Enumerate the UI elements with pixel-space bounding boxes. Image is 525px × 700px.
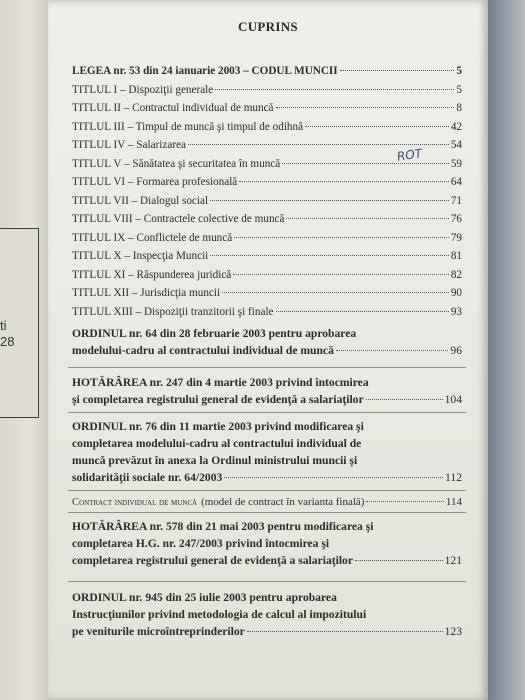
toc-entry-page: 8 [456, 102, 462, 114]
leader-dots [340, 70, 455, 71]
toc-entry-label: LEGEA nr. 53 din 24 ianuarie 2003 – CODUL MUNCII [72, 65, 338, 77]
leader-dots [336, 350, 449, 351]
toc-entry-page: 93 [450, 306, 462, 318]
entry-line: muncă prevăzut în anexa la Ordinul ministrului muncii şi [72, 454, 358, 467]
section-divider [68, 490, 466, 491]
leader-dots [282, 163, 449, 164]
toc-entry-page: 114 [445, 496, 462, 508]
toc-entry-contract [72, 496, 462, 508]
background-edge [485, 0, 525, 700]
section-divider [68, 367, 466, 368]
toc-entry-title [72, 269, 462, 281]
toc-entry-label: TITLUL IX – Conflictele de muncă [72, 232, 233, 244]
toc-entry-page: 81 [450, 250, 462, 262]
section-divider [68, 581, 466, 582]
toc-entry-hotarare-578 [72, 518, 462, 569]
toc-entry-title [72, 213, 462, 225]
leader-dots [224, 477, 443, 478]
toc-entry-title [72, 176, 462, 188]
leader-dots [234, 237, 449, 238]
entry-line: ORDINUL nr. 945 din 25 iulie 2003 pentru aprobarea [72, 591, 337, 604]
toc-entry-page: 42 [450, 121, 462, 133]
toc-entry-label: Contract individual de muncă [72, 497, 198, 508]
toc-entry-title [72, 121, 462, 133]
toc-entry-page: 112 [445, 471, 462, 484]
entry-line: solidarităţii sociale nr. 64/2003 [72, 471, 223, 484]
entry-line: HOTĂRÂREA nr. 578 din 21 mai 2003 pentru modificarea şi [72, 520, 374, 533]
section-divider [68, 512, 466, 513]
leader-dots [276, 107, 455, 108]
leader-dots [355, 560, 443, 561]
entry-line: ORDINUL nr. 64 din 28 februarie 2003 pentru aprobarea [72, 327, 357, 340]
leader-dots [188, 144, 449, 145]
toc-entry-page: 123 [444, 625, 462, 638]
toc-entry-label: TITLUL VIII – Contractele colective de muncă [72, 213, 285, 225]
toc-entry-hotarare-247 [72, 374, 462, 408]
leader-dots [286, 218, 448, 219]
entry-line-last [72, 342, 462, 359]
leader-dots [305, 126, 449, 127]
toc-entry-page: 76 [450, 213, 462, 225]
toc-entry-page: 104 [444, 393, 462, 406]
toc-entry-label: TITLUL XI – Răspunderea juridică [72, 269, 232, 281]
toc-entry-title [72, 102, 462, 114]
entry-line: completarea H.G. nr. 247/2003 privind întocmirea şi [72, 537, 330, 550]
leader-dots [222, 292, 449, 293]
toc-entry-order-64 [72, 325, 462, 359]
toc-entry-page: 82 [450, 269, 462, 281]
leader-dots [247, 631, 443, 632]
leader-dots [276, 311, 449, 312]
toc-entry-order-945 [72, 589, 462, 640]
page-title: CUPRINS [238, 19, 298, 34]
entry-line: ORDINUL nr. 76 din 11 martie 2003 privind modificarea şi [72, 420, 364, 433]
leader-dots [366, 399, 443, 400]
toc-entry-title [72, 232, 462, 244]
toc-entry-title [72, 306, 462, 318]
toc-entry-page: 54 [450, 139, 462, 151]
left-page [0, 0, 52, 700]
toc-entry-label: TITLUL IV – Salarizarea [72, 139, 186, 151]
toc-entry-title [72, 195, 462, 207]
section-divider [68, 412, 466, 413]
toc-entry-law [72, 65, 462, 77]
toc-entry-title [72, 250, 462, 262]
entry-line-last [72, 391, 462, 408]
entry-line: completarea registrului general de evidenţă a salariaţilor [72, 554, 353, 567]
toc-entry-label: TITLUL II – Contractul individual de muncă [72, 102, 274, 114]
toc-entry-page: 5 [456, 65, 462, 77]
toc-entry-title [72, 84, 462, 96]
toc-entry-page: 59 [450, 158, 462, 170]
toc-entry-label: TITLUL III – Timpul de muncă şi timpul de odihnă [72, 121, 304, 133]
entry-line-last [72, 552, 462, 569]
entry-line: modelului-cadru al contractului individual de muncă [72, 344, 334, 357]
leader-dots [366, 501, 443, 502]
entry-line-last [72, 469, 462, 486]
entry-line: HOTĂRÂREA nr. 247 din 4 martie 2003 privind întocmirea [72, 376, 369, 389]
toc-entry-label: TITLUL XIII – Dispoziţii tranzitorii şi finale [72, 306, 274, 318]
left-page-fragment: 28 [0, 334, 15, 349]
entry-line-last [72, 623, 462, 640]
toc-entry-label: TITLUL I – Dispoziţii generale [72, 84, 214, 96]
entry-line: pe veniturile microîntreprinderilor [72, 625, 245, 638]
toc-entry-page: 121 [444, 554, 462, 567]
toc-entry-label: TITLUL V – Sănătatea şi securitatea în muncă [72, 158, 281, 170]
toc-entry-label: TITLUL X – Inspecţia Muncii [72, 250, 209, 262]
leader-dots [210, 255, 449, 256]
toc-entry-order-76 [72, 418, 462, 486]
toc-entry-page: 79 [450, 232, 462, 244]
toc-entry-label: TITLUL XII – Jurisdicţia muncii [72, 287, 221, 299]
handwritten-note: ROT [396, 146, 423, 164]
left-page-fragment: ti [0, 318, 7, 333]
leader-dots [210, 200, 449, 201]
leader-dots [215, 89, 454, 90]
toc-entry-title [72, 287, 462, 299]
toc-entry-label-suffix: (model de contract în varianta finală) [201, 496, 365, 508]
entry-line: Instrucţiunilor privind metodologia de calcul al impozitului [72, 608, 367, 621]
toc-entry-page: 71 [450, 195, 462, 207]
entry-line: şi completarea registrului general de evidenţă a salariaţilor [72, 393, 364, 406]
toc-entry-page: 5 [456, 84, 462, 96]
leader-dots [239, 181, 449, 182]
toc-entry-label: TITLUL VI – Formarea profesională [72, 176, 238, 188]
toc-entry-page: 96 [450, 344, 462, 357]
toc-entry-page: 64 [450, 176, 462, 188]
leader-dots [233, 274, 449, 275]
toc-entry-label: TITLUL VII – Dialogul social [72, 195, 209, 207]
entry-line: completarea modelului-cadru al contractului individual de [72, 437, 362, 450]
toc-entry-page: 90 [450, 287, 462, 299]
book-page [48, 0, 488, 700]
